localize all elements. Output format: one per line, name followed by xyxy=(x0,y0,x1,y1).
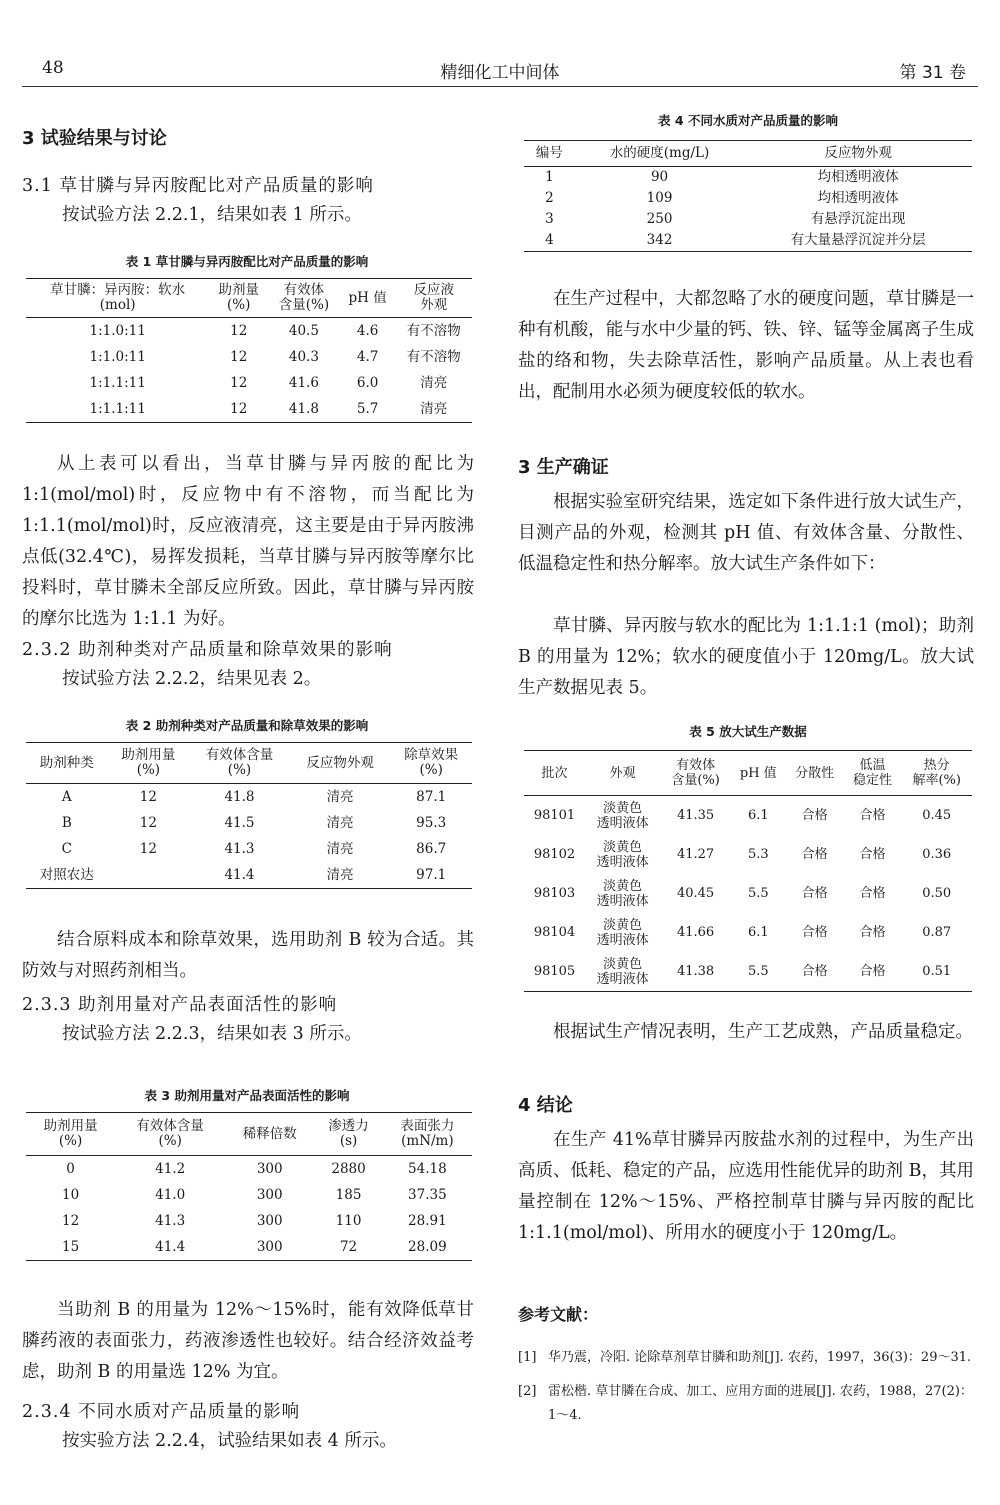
table-cell: 72 xyxy=(314,1234,382,1261)
table-cell: 98105 xyxy=(524,952,585,992)
table-cell: 300 xyxy=(256,1212,283,1229)
table-row xyxy=(26,396,472,423)
table-cell: 41.66 xyxy=(676,925,715,940)
table-cell: 1:1.0:11 xyxy=(89,322,146,339)
table-cell: 41.8 xyxy=(224,788,255,805)
table-cell: 12 xyxy=(139,814,157,831)
table-row xyxy=(26,1208,472,1234)
paragraph-2-3-4: 按实验方法 2.2.4，试验结果如表 4 所示。 xyxy=(62,1431,397,1451)
t2-header-cell: 助剂用量 (%) xyxy=(108,743,190,784)
t5-header-cell: 外观 xyxy=(585,751,660,796)
table-cell: A xyxy=(61,788,72,805)
table-cell: 0.50 xyxy=(922,886,952,901)
table-cell: 300 xyxy=(256,1186,283,1203)
volume-label: 第 31 卷 xyxy=(899,63,966,83)
table-cell: 10 xyxy=(62,1186,80,1203)
table-cell: 86.7 xyxy=(416,840,447,857)
table-cell: 12 xyxy=(62,1212,80,1229)
t2-header-cell: 助剂种类 xyxy=(26,743,108,784)
header-rule xyxy=(22,86,978,87)
table-cell: 均相透明液体 xyxy=(817,169,899,185)
reference-text: 雷松楷. 草甘膦在合成、加工、应用方面的进展[J]. 农药，1988，27(2)：1～4. xyxy=(548,1384,973,1423)
paragraph-production-2: 草甘膦、异丙胺与软水的配比为 1:1.1:1 (mol)；助剂 B 的用量为 12%；软水的硬度值小于 120mg/L。放大试生产数据见表 5。 xyxy=(518,616,974,698)
reference-item xyxy=(518,1380,974,1428)
references-heading: 参考文献： xyxy=(518,1305,599,1324)
t5-header-cell: pH 值 xyxy=(731,751,786,796)
table-row xyxy=(26,862,472,889)
table-cell: 有不溶物 xyxy=(406,348,461,365)
table-cell: 90 xyxy=(650,169,669,185)
section-heading-conclusion: 4 结论 xyxy=(518,1095,573,1116)
table-row xyxy=(26,318,472,345)
paragraph-after-table1: 从上表可以看出，当草甘膦与异丙胺的配比为 1:1(mol/mol)时，反应物中有不溶物，而当配比为 1:1.1(mol/mol)时，反应液清亮，这主要是由于异丙胺沸点低(32.4℃)，易挥发损耗，当草甘膦与异丙胺等摩尔比投料时，草甘膦未全部反应所致。因此，草甘膦与异丙胺的摩尔比选为 1:1.1 为好。 xyxy=(22,454,474,629)
table-row xyxy=(524,835,972,874)
table-cell: 淡黄色 透明液体 xyxy=(596,839,649,870)
t5-header-cell: 批次 xyxy=(524,751,585,796)
table-cell: 250 xyxy=(646,211,673,227)
table-cell: 300 xyxy=(256,1160,283,1177)
table-cell: 98104 xyxy=(533,925,576,940)
table-cell: 5.5 xyxy=(747,886,769,901)
reference-text: 华乃震，冷阳. 论除草剂草甘膦和助剂[J]. 农药，1997，36(3)：29～31. xyxy=(548,1350,972,1365)
table-cell: 合格 xyxy=(844,952,902,992)
t5-header-cell: 有效体 含量(%) xyxy=(660,751,731,796)
table-row xyxy=(26,1156,472,1183)
t3-header-cell: 稀释倍数 xyxy=(225,1113,314,1156)
table1 xyxy=(26,278,472,423)
table-cell: 300 xyxy=(225,1234,314,1261)
table-cell: B xyxy=(61,814,72,831)
t2-header-cell: 反应物外观 xyxy=(290,743,391,784)
page-number: 48 xyxy=(42,58,64,78)
table-cell: 0.87 xyxy=(922,925,952,940)
table-cell: 1:1.1:11 xyxy=(89,374,146,391)
table-cell: 12 xyxy=(209,396,268,423)
table-cell: 1:1.0:11 xyxy=(89,348,146,365)
paragraph-after-table4: 在生产过程中，大都忽略了水的硬度问题，草甘膦是一种有机酸，能与水中少量的钙、铁、锌、锰等金属离子生成盐的络和物，失去除草活性，影响产品质量。从上表也看出，配制用水必须为硬度较低的软水。 xyxy=(518,289,974,402)
table-cell: 12 xyxy=(230,374,248,391)
table4-caption: 表 4 不同水质对产品质量的影响 xyxy=(658,113,838,128)
paragraph-3-1: 按试验方法 2.2.1，结果如表 1 所示。 xyxy=(62,205,362,225)
table-cell: 342 xyxy=(575,230,745,252)
table-cell: 41.4 xyxy=(189,862,290,889)
table-row xyxy=(26,1234,472,1261)
t1-header-cell: 有效体 含量(%) xyxy=(268,279,340,318)
t5-header-cell: 低温 稳定性 xyxy=(844,751,902,796)
table-cell: 5.3 xyxy=(747,847,769,862)
table-cell: C xyxy=(61,840,72,857)
table-cell: 0.36 xyxy=(922,847,952,862)
table-cell: 清亮 xyxy=(326,814,354,831)
table-row xyxy=(26,810,472,836)
table-row xyxy=(26,370,472,396)
table-cell: 合格 xyxy=(801,886,828,901)
table-cell: 0 xyxy=(66,1160,75,1177)
table-cell: 清亮 xyxy=(326,840,354,857)
t4-header-cell: 反应物外观 xyxy=(744,141,972,167)
subsection-3-1: 3.1 草甘膦与异丙胺配比对产品质量的影响 xyxy=(22,176,374,196)
table-cell: 清亮 xyxy=(420,374,448,391)
table-row xyxy=(524,209,972,230)
t2-header-cell: 除草效果 (%) xyxy=(390,743,472,784)
table-cell: 对照农达 xyxy=(26,862,108,889)
table5-caption: 表 5 放大试生产数据 xyxy=(689,724,807,739)
table-cell: 2880 xyxy=(331,1160,366,1177)
section-heading-3: 3 试验结果与讨论 xyxy=(22,128,167,149)
table-cell: 5.5 xyxy=(731,952,786,992)
table-row xyxy=(524,913,972,952)
reference-item xyxy=(518,1346,974,1370)
table-cell: 41.0 xyxy=(155,1186,186,1203)
table-cell: 淡黄色 透明液体 xyxy=(596,878,649,909)
table-cell: 清亮 xyxy=(395,396,472,423)
table-cell: 合格 xyxy=(801,808,828,823)
table-cell: 清亮 xyxy=(290,862,391,889)
table4 xyxy=(524,140,972,252)
table-cell: 41.6 xyxy=(288,374,319,391)
t5-header-cell: 分散性 xyxy=(786,751,844,796)
table-cell: 41.38 xyxy=(660,952,731,992)
t1-header-cell: pH 值 xyxy=(340,279,396,318)
table-cell: 合格 xyxy=(859,925,886,940)
t4-header-cell: 编号 xyxy=(524,141,575,167)
table-row xyxy=(524,188,972,209)
table-cell: 109 xyxy=(646,190,673,206)
table-cell: 淡黄色 透明液体 xyxy=(585,952,660,992)
table-cell: 5.7 xyxy=(340,396,396,423)
reference-number: [2] xyxy=(518,1384,537,1399)
table-cell: 40.5 xyxy=(288,322,319,339)
table-cell: 12 xyxy=(230,322,248,339)
table-cell: 合格 xyxy=(801,847,828,862)
table-row xyxy=(524,952,972,992)
table-row xyxy=(524,874,972,913)
table-row xyxy=(26,1182,472,1208)
section-heading-production: 3 生产确证 xyxy=(518,457,609,478)
paragraph-production-1: 根据实验室研究结果，选定如下条件进行放大试生产，目测产品的外观，检测其 pH 值、有效体含量、分散性、低温稳定性和热分解率。放大试生产条件如下： xyxy=(518,492,974,574)
table-cell: 41.35 xyxy=(676,808,715,823)
table-cell: 2 xyxy=(545,190,554,206)
table-cell: 6.0 xyxy=(356,374,379,391)
subsection-2-3-4: 2.3.4 不同水质对产品质量的影响 xyxy=(22,1402,301,1422)
table-cell: 87.1 xyxy=(416,788,447,805)
table-cell: 28.09 xyxy=(383,1234,472,1261)
table-cell: 0.45 xyxy=(922,808,952,823)
table3-caption: 表 3 助剂用量对产品表面活性的影响 xyxy=(144,1088,350,1103)
table-cell: 54.18 xyxy=(408,1160,447,1177)
t1-header-cell: 助剂量 (%) xyxy=(209,279,268,318)
table-cell: 均相透明液体 xyxy=(817,190,899,206)
subsection-2-3-3: 2.3.3 助剂用量对产品表面活性的影响 xyxy=(22,995,338,1015)
table-cell: 98101 xyxy=(533,808,576,823)
table-cell: 40.45 xyxy=(676,886,715,901)
table-cell: 41.3 xyxy=(224,840,255,857)
paragraph-conclusion: 在生产 41%草甘膦异丙胺盐水剂的过程中，为生产出高质、低耗、稳定的产品，应选用性能优异的助剂 B，其用量控制在 12%～15%、严格控制草甘膦与异丙胺的配比 1:1.1(mol/mol)、所用水的硬度小于 120mg/L。 xyxy=(518,1130,974,1243)
paragraph-after-table2: 结合原料成本和除草效果，选用助剂 B 较为合适。其防效与对照药剂相当。 xyxy=(22,930,474,981)
table-cell: 12 xyxy=(230,348,248,365)
table-cell: 4.7 xyxy=(356,348,379,365)
t3-header-cell: 渗透力 (s) xyxy=(314,1113,382,1156)
paragraph-after-table5: 根据试生产情况表明，生产工艺成熟，产品质量稳定。 xyxy=(553,1022,973,1042)
table-cell: 合格 xyxy=(859,808,886,823)
table-cell: 淡黄色 透明液体 xyxy=(596,800,649,831)
paragraph-2-3-3: 按试验方法 2.2.3，结果如表 3 所示。 xyxy=(62,1024,362,1044)
table-cell: 12 xyxy=(139,788,157,805)
table-cell: 41.3 xyxy=(155,1212,186,1229)
table-cell: 4 xyxy=(524,230,575,252)
paragraph-after-table3: 当助剂 B 的用量为 12%～15%时，能有效降低草甘膦药液的表面张力，药液渗透性也较好。结合经济效益考虑，助剂 B 的用量选 12% 为宜。 xyxy=(22,1300,474,1382)
t2-header-cell: 有效体含量 (%) xyxy=(189,743,290,784)
table-cell: 3 xyxy=(545,211,554,227)
table-cell: 1 xyxy=(545,169,554,185)
table-row xyxy=(524,167,972,189)
t5-header-cell: 热分 解率(%) xyxy=(901,751,972,796)
references-list xyxy=(518,1346,974,1438)
table-cell: 合格 xyxy=(859,886,886,901)
table-cell: 28.91 xyxy=(408,1212,447,1229)
subsection-2-3-2: 2.3.2 助剂种类对产品质量和除草效果的影响 xyxy=(22,640,393,660)
table-cell: 1:1.1:11 xyxy=(26,396,209,423)
table-cell: 95.3 xyxy=(416,814,447,831)
table-cell: 0.51 xyxy=(901,952,972,992)
t1-header-cell: 反应液 外观 xyxy=(395,279,472,318)
table-row xyxy=(26,836,472,862)
table-cell: 185 xyxy=(335,1186,362,1203)
t3-header-cell: 有效体含量 (%) xyxy=(115,1113,225,1156)
table-cell: 合格 xyxy=(786,952,844,992)
table-cell: 41.27 xyxy=(676,847,715,862)
table-cell: 15 xyxy=(26,1234,115,1261)
table-cell: 40.3 xyxy=(288,348,319,365)
paragraph-2-3-2: 按试验方法 2.2.2，结果见表 2。 xyxy=(62,669,322,689)
table-row xyxy=(26,344,472,370)
table-cell: 41.4 xyxy=(115,1234,225,1261)
table-cell: 有悬浮沉淀出现 xyxy=(810,211,906,227)
table-cell: 41.2 xyxy=(155,1160,186,1177)
table-cell xyxy=(108,862,190,889)
table-row xyxy=(26,784,472,811)
table1-caption: 表 1 草甘膦与异丙胺配比对产品质量的影响 xyxy=(125,254,369,269)
table-cell: 清亮 xyxy=(326,788,354,805)
table-cell: 有大量悬浮沉淀并分层 xyxy=(744,230,972,252)
table-cell: 12 xyxy=(139,840,157,857)
journal-title: 精细化工中间体 xyxy=(440,63,560,83)
table-cell: 4.6 xyxy=(356,322,379,339)
reference-number: [1] xyxy=(518,1350,537,1365)
table-cell: 98103 xyxy=(533,886,576,901)
t3-header-cell: 助剂用量 (%) xyxy=(26,1113,115,1156)
table-row xyxy=(524,796,972,836)
table-cell: 37.35 xyxy=(408,1186,447,1203)
table2-caption: 表 2 助剂种类对产品质量和除草效果的影响 xyxy=(125,718,369,733)
table-cell: 淡黄色 透明液体 xyxy=(596,917,649,948)
t3-header-cell: 表面张力 (mN/m) xyxy=(383,1113,472,1156)
t4-header-cell: 水的硬度(mg/L) xyxy=(575,141,745,167)
table5 xyxy=(524,750,972,992)
table2 xyxy=(26,742,472,889)
table-cell: 合格 xyxy=(801,925,828,940)
table-cell: 有不溶物 xyxy=(406,322,461,339)
table-cell: 110 xyxy=(335,1212,362,1229)
table-cell: 97.1 xyxy=(390,862,472,889)
table-cell: 6.1 xyxy=(747,925,769,940)
table-cell: 41.5 xyxy=(224,814,255,831)
table-cell: 41.8 xyxy=(268,396,340,423)
table3 xyxy=(26,1112,472,1261)
table-cell: 98102 xyxy=(533,847,576,862)
table-cell: 6.1 xyxy=(747,808,769,823)
table-cell: 合格 xyxy=(859,847,886,862)
t1-header-cell: 草甘膦：异丙胺：软水 (mol) xyxy=(26,279,209,318)
table-row xyxy=(524,230,972,252)
